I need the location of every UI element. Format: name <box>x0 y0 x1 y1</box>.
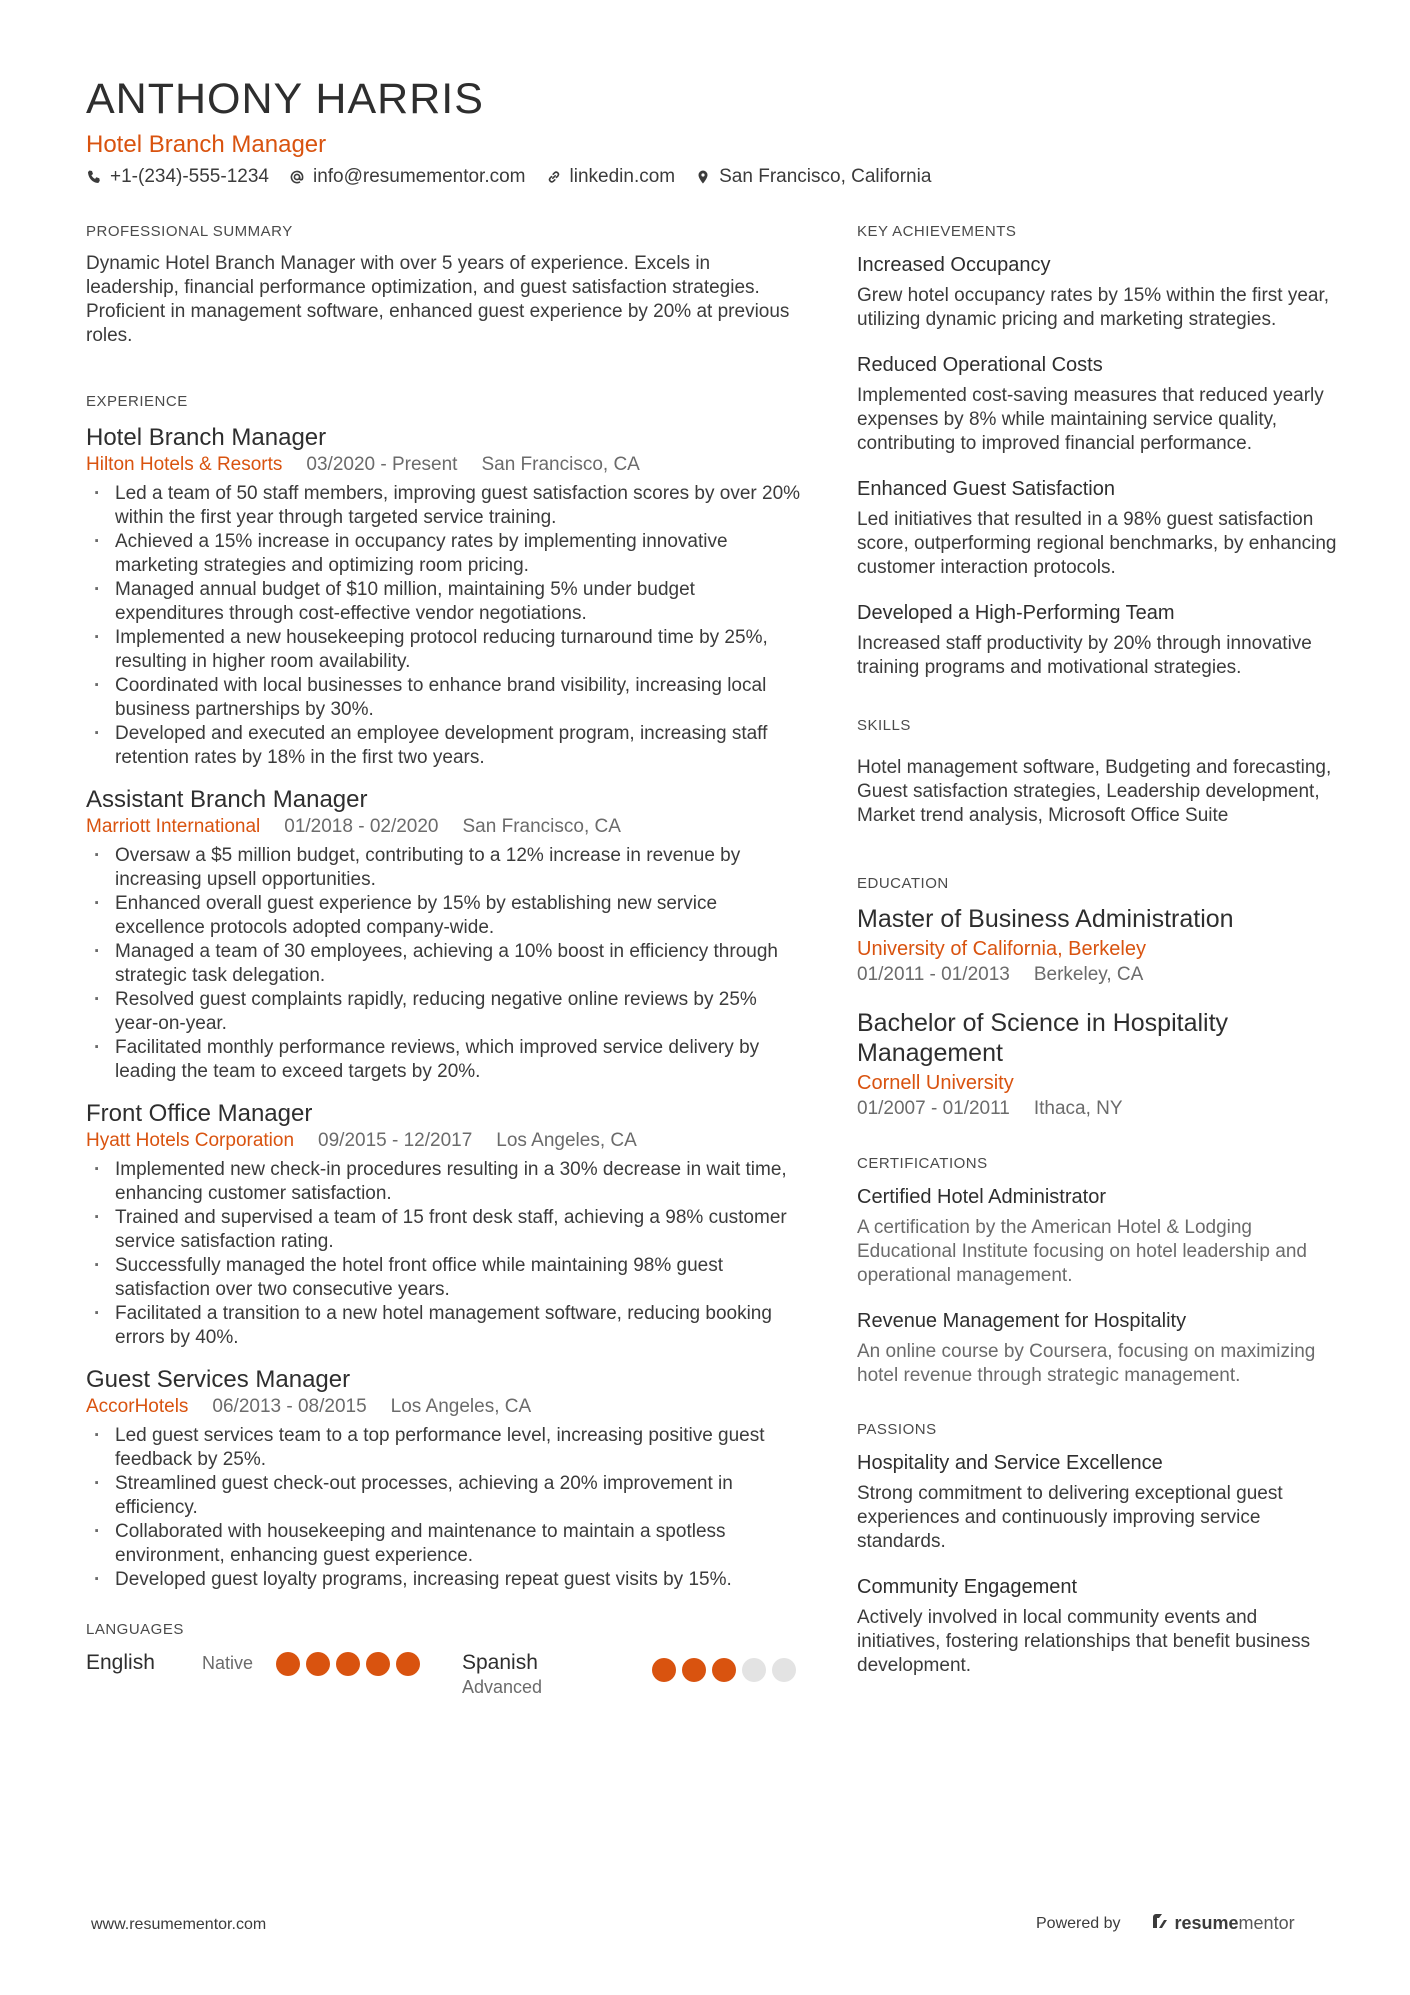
job-meta <box>86 1128 801 1154</box>
powered-by-label: Powered by <box>1036 1914 1121 1932</box>
achievement-desc: Increased staff productivity by 20% through innovative training programs and motivational strategies. <box>857 633 1312 678</box>
languages-section <box>86 1620 801 1698</box>
rating-dot-empty <box>742 1658 766 1682</box>
summary-heading: PROFESSIONAL SUMMARY <box>86 223 293 240</box>
job-bullet: · Successfully managed the hotel front office while maintaining 98% guest satisfaction over two consecutive years. <box>86 1254 801 1302</box>
achievement-item <box>857 476 1337 580</box>
education-location: Ithaca, NY <box>1033 1098 1123 1119</box>
education-school: University of California, Berkeley <box>857 938 1146 960</box>
company-name: Marriott International <box>86 816 261 837</box>
job-title: Hotel Branch Manager <box>86 424 327 451</box>
education-dates: 01/2011 - 01/2013 <box>857 964 1010 985</box>
achievement-title: Increased Occupancy <box>857 254 1051 276</box>
job-bullet: · Coordinated with local businesses to enhance brand visibility, increasing local business partnerships by 30%. <box>86 674 801 722</box>
education-school: Cornell University <box>857 1072 1014 1094</box>
passion-desc: Strong commitment to delivering exceptional guest experiences and continuously improving service standards. <box>857 1483 1283 1552</box>
resumementor-logo-icon <box>1151 1912 1169 1935</box>
achievement-item <box>857 352 1337 456</box>
rating-dot-filled <box>396 1652 420 1676</box>
achievements-heading: KEY ACHIEVEMENTS <box>857 223 1017 240</box>
job-bullets <box>86 1424 801 1592</box>
job-bullet: · Enhanced overall guest experience by 15% by establishing new service excellence protocols adopted company-wide. <box>86 892 801 940</box>
rating-dot-filled <box>712 1658 736 1682</box>
job-entry <box>86 1100 801 1350</box>
certifications-section <box>857 1154 1337 1388</box>
language-english <box>86 1650 462 1676</box>
job-bullet: · Streamlined guest check-out processes, achieving a 20% improvement in efficiency. <box>86 1472 801 1520</box>
contact-bar <box>86 166 931 188</box>
skills-text: Hotel management software, Budgeting and forecasting, Guest satisfaction strategies, Leadership development, Market trend analysis, Microsoft Office Suite <box>857 757 1332 826</box>
education-degree: Bachelor of Science in Hospitality Management <box>857 1009 1229 1067</box>
experience-section <box>86 392 801 1592</box>
achievement-title: Developed a High-Performing Team <box>857 602 1175 624</box>
phone-icon <box>86 169 102 185</box>
education-meta <box>857 1096 1337 1122</box>
achievement-desc: Led initiatives that resulted in a 98% guest satisfaction score, outperforming regional benchmarks, by enhancing customer interaction protocols. <box>857 509 1337 578</box>
education-degree: Master of Business Administration <box>857 905 1234 933</box>
education-heading: EDUCATION <box>857 875 949 892</box>
job-meta <box>86 1394 801 1420</box>
languages-row <box>86 1650 801 1698</box>
passions-heading: PASSIONS <box>857 1421 937 1438</box>
language-name: English <box>86 1651 155 1674</box>
achievements-section <box>857 222 1337 680</box>
job-bullet: · Facilitated a transition to a new hotel management software, reducing booking errors by 40%. <box>86 1302 801 1350</box>
job-bullet: · Implemented a new housekeeping protocol reducing turnaround time by 25%, resulting in higher room availability. <box>86 626 801 674</box>
footer-website[interactable]: www.resumementor.com <box>91 1916 267 1933</box>
experience-heading: EXPERIENCE <box>86 393 188 410</box>
job-title: Guest Services Manager <box>86 1366 351 1393</box>
company-name: AccorHotels <box>86 1396 189 1417</box>
contact-location-text: San Francisco, California <box>719 166 932 187</box>
footer-powered <box>1036 1912 1295 1935</box>
achievement-desc: Implemented cost-saving measures that reduced yearly expenses by 8% while maintaining service quality, contributing to improved financial performance. <box>857 385 1324 454</box>
language-spanish <box>462 1650 796 1698</box>
link-icon <box>546 169 562 185</box>
contact-phone[interactable] <box>86 166 269 188</box>
achievement-item <box>857 252 1337 332</box>
job-location: Los Angeles, CA <box>390 1396 532 1417</box>
achievement-title: Reduced Operational Costs <box>857 354 1103 376</box>
education-dates: 01/2007 - 01/2011 <box>857 1098 1010 1119</box>
job-bullets <box>86 844 801 1084</box>
at-icon <box>289 169 305 185</box>
certification-title: Revenue Management for Hospitality <box>857 1310 1187 1332</box>
contact-email[interactable] <box>289 166 526 188</box>
job-bullet: · Trained and supervised a team of 15 front desk staff, achieving a 98% customer service satisfaction rating. <box>86 1206 801 1254</box>
job-dates: 03/2020 - Present <box>306 454 458 475</box>
education-meta <box>857 962 1337 988</box>
candidate-role: Hotel Branch Manager <box>86 131 327 158</box>
rating-dot-empty <box>772 1658 796 1682</box>
languages-heading: LANGUAGES <box>86 1621 184 1638</box>
job-bullet: · Oversaw a $5 million budget, contributing to a 12% increase in revenue by increasing upsell opportunities. <box>86 844 801 892</box>
passion-title: Hospitality and Service Excellence <box>857 1452 1163 1474</box>
education-section <box>857 874 1337 1122</box>
contact-email-text: info@resumementor.com <box>312 166 526 187</box>
job-title: Front Office Manager <box>86 1100 313 1127</box>
brand-bold: resume <box>1174 1913 1239 1933</box>
job-entry <box>86 1366 801 1592</box>
education-location: Berkeley, CA <box>1033 964 1144 985</box>
left-column <box>86 222 801 1698</box>
certification-item <box>857 1184 1337 1288</box>
job-title: Assistant Branch Manager <box>86 786 368 813</box>
passion-title: Community Engagement <box>857 1576 1078 1598</box>
summary-section <box>86 222 801 348</box>
job-bullet: · Facilitated monthly performance reviews, which improved service delivery by leading the team to exceed targets by 20%. <box>86 1036 801 1084</box>
language-name: Spanish <box>462 1651 538 1674</box>
job-meta <box>86 452 801 478</box>
certification-title: Certified Hotel Administrator <box>857 1186 1106 1208</box>
job-bullet: · Collaborated with housekeeping and maintenance to maintain a spotless environment, enhancing guest experience. <box>86 1520 801 1568</box>
job-bullet: · Managed annual budget of $10 million, maintaining 5% under budget expenditures through cost-effective vendor negotiations. <box>86 578 801 626</box>
job-bullet: · Resolved guest complaints rapidly, reducing negative online reviews by 25% year-on-year. <box>86 988 801 1036</box>
rating-dot-filled <box>366 1652 390 1676</box>
achievement-title: Enhanced Guest Satisfaction <box>857 478 1115 500</box>
company-name: Hyatt Hotels Corporation <box>86 1130 295 1151</box>
job-location: Los Angeles, CA <box>496 1130 637 1151</box>
passion-item <box>857 1574 1337 1678</box>
passions-section <box>857 1420 1337 1678</box>
certifications-heading: CERTIFICATIONS <box>857 1155 988 1172</box>
language-rating <box>652 1658 796 1682</box>
candidate-name: ANTHONY HARRIS <box>86 75 484 123</box>
certification-desc: A certification by the American Hotel & Lodging Educational Institute focusing on hotel leadership and operational management. <box>857 1217 1307 1286</box>
passion-desc: Actively involved in local community events and initiatives, fostering relationships that benefit business development. <box>857 1607 1311 1676</box>
achievement-desc: Grew hotel occupancy rates by 15% within the first year, utilizing dynamic pricing and marketing strategies. <box>857 285 1330 330</box>
job-bullet: · Developed and executed an employee development program, increasing staff retention rates by 18% in the first two years. <box>86 722 801 770</box>
job-bullet: · Implemented new check-in procedures resulting in a 30% decrease in wait time, enhancing customer satisfaction. <box>86 1158 801 1206</box>
rating-dot-filled <box>682 1658 706 1682</box>
language-level: Native <box>202 1653 254 1673</box>
certification-desc: An online course by Coursera, focusing on maximizing hotel revenue through strategic management. <box>857 1341 1316 1386</box>
contact-linkedin[interactable] <box>546 166 676 188</box>
job-bullet: · Developed guest loyalty programs, increasing repeat guest visits by 15%. <box>86 1568 801 1592</box>
rating-dot-filled <box>306 1652 330 1676</box>
summary-text: Dynamic Hotel Branch Manager with over 5 years of experience. Excels in leadership, financial performance optimization, and guest satisfaction strategies. Proficient in management software, enhanced guest experience by 20% at previous roles. <box>86 253 790 346</box>
job-dates: 01/2018 - 02/2020 <box>284 816 439 837</box>
company-name: Hilton Hotels & Resorts <box>86 454 283 475</box>
skills-section <box>857 716 1337 828</box>
right-column <box>857 222 1337 1698</box>
job-dates: 09/2015 - 12/2017 <box>318 1130 473 1151</box>
education-item <box>857 904 1337 988</box>
job-entry <box>86 424 801 770</box>
contact-location <box>695 166 931 188</box>
job-bullets <box>86 482 801 770</box>
brand-logo[interactable] <box>1151 1912 1295 1935</box>
location-icon <box>695 169 711 185</box>
rating-dot-filled <box>276 1652 300 1676</box>
passion-item <box>857 1450 1337 1554</box>
job-bullet: · Led guest services team to a top performance level, increasing positive guest feedback by 25%. <box>86 1424 801 1472</box>
job-dates: 06/2013 - 08/2015 <box>212 1396 367 1417</box>
job-bullet: · Managed a team of 30 employees, achieving a 10% boost in efficiency through strategic task delegation. <box>86 940 801 988</box>
rating-dot-filled <box>652 1658 676 1682</box>
job-bullet: · Achieved a 15% increase in occupancy rates by implementing innovative marketing strategies and optimizing room pricing. <box>86 530 801 578</box>
language-rating <box>276 1652 420 1676</box>
job-bullet: · Led a team of 50 staff members, improving guest satisfaction scores by over 20% within the first year through targeted service training. <box>86 482 801 530</box>
job-meta <box>86 814 801 840</box>
job-location: San Francisco, CA <box>462 816 621 837</box>
job-location: San Francisco, CA <box>481 454 640 475</box>
language-level: Advanced <box>462 1677 543 1697</box>
brand-light: mentor <box>1238 1913 1295 1933</box>
language-label-block <box>462 1650 652 1698</box>
contact-phone-text: +1-(234)-555-1234 <box>110 166 269 187</box>
education-item <box>857 1008 1337 1122</box>
certification-item <box>857 1308 1337 1388</box>
job-entry <box>86 786 801 1084</box>
skills-heading: SKILLS <box>857 717 911 734</box>
rating-dot-filled <box>336 1652 360 1676</box>
contact-linkedin-text: linkedin.com <box>569 166 676 187</box>
achievement-item <box>857 600 1337 680</box>
job-bullets <box>86 1158 801 1350</box>
